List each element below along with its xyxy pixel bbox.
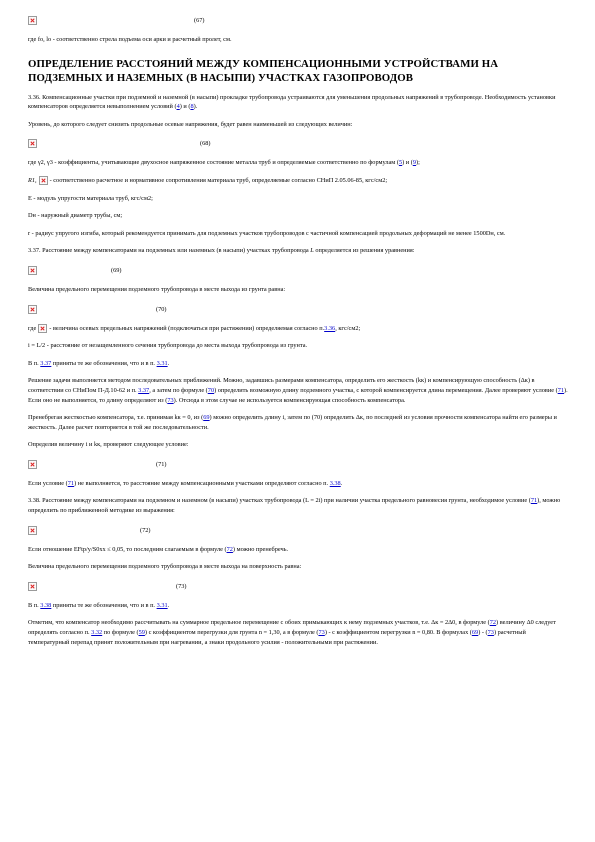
link-formula-69[interactable]: 69 bbox=[471, 629, 479, 637]
equation-67 bbox=[28, 14, 568, 30]
paragraph-3-36: 3.36. Компенсационные участки при подземной и наземной (в насыпи) прокладке трубопровода устраиваются для уменьшения продольных напряжений в трубопроводе. Необходимость установки компенсаторов определяется невыполнением условий (4) и (8). bbox=[28, 93, 556, 111]
link-formula-69[interactable]: 69 bbox=[203, 414, 210, 422]
link-formula-4[interactable]: 4 bbox=[176, 103, 180, 111]
link-section-3-38[interactable]: 3.38 bbox=[329, 479, 341, 487]
equation-73 bbox=[28, 580, 568, 596]
paragraph: i = L/2 - расстояние от незащемленного сечения трубопровода до места выхода трубопровода из грунта. bbox=[28, 342, 308, 350]
link-formula-71[interactable]: 71 bbox=[530, 497, 538, 505]
link-formula-9[interactable]: 9 bbox=[412, 159, 416, 167]
paragraph: Уровень, до которого следует снизить продольные осевые напряжения, будет равен наименьшей из следующих величин: bbox=[28, 120, 353, 128]
equation-70 bbox=[28, 303, 568, 319]
link-section-3-32[interactable]: 3.32 bbox=[91, 629, 103, 637]
paragraph: В п. 3.37 приняты те же обозначения, что и в п. 3.31. bbox=[28, 359, 170, 367]
paragraph: Величина предельного перемещения подземного трубопровода в месте выхода из грунта равна: bbox=[28, 285, 286, 293]
paragraph: Пренебрегая жесткостью компенсатора, т.е. принимая kк = 0, из (69) можно определить длину i, затем по (70) определить Δк, по последней из условия прочности компенсатора найти его размеры и жесткость. Далее расчет повторяется в той же последовательности. bbox=[28, 414, 557, 431]
formula-image-icon bbox=[28, 305, 37, 314]
equation-number: (71) bbox=[156, 460, 167, 468]
link-formula-8[interactable]: 8 bbox=[190, 103, 194, 111]
equation-69 bbox=[28, 264, 568, 280]
equation-number: (68) bbox=[200, 140, 211, 148]
link-formula-73[interactable]: 73 bbox=[487, 629, 494, 637]
paragraph: Если отношение EFtp/y/S0хх ≤ 0,05, то последним слагаемым в формуле (72) можно пренебречь. bbox=[28, 545, 289, 553]
equation-68 bbox=[28, 137, 568, 153]
paragraph: Решение задачи выполняется методом последовательных приближений. Можно, задавшись размерами компенсатора, определить его жесткость (kк) и компенсирующую способность (Δк) в соответствии со СНиПом П-Д.10-62 и п. 3.37, а затем по формуле (70) определить возможную длину подземного участка, с которой компенсируется длина перемещения. Далее проверяют условие (71). Если оно не выполняется, то длину определяют из (73). Отсюда в этом случае не используется компенсирующая способность компенсатора. bbox=[28, 377, 568, 404]
equation-number: (67) bbox=[194, 17, 205, 24]
paragraph: R1, - соответственно расчетное и нормативное сопротивления материала труб, определяемые согласно СНиП 2.05.06-85, кгс/см2; bbox=[28, 176, 388, 184]
formula-image-icon bbox=[28, 266, 37, 275]
section-heading: ОПРЕДЕЛЕНИЕ РАССТОЯНИЙ МЕЖДУ КОМПЕНСАЦИОННЫМИ УСТРОЙСТВАМИ НА ПОДЗЕМНЫХ И НАЗЕМНЫХ (В НАСЫПИ) УЧАСТКАХ ГАЗОПРОВОДОВ bbox=[28, 57, 499, 84]
paragraph: где γ2, γ3 - коэффициенты, учитывающие двухосное напряженное состояние металла труб и определяемые соответственно по формулам (5) и (9); bbox=[28, 159, 420, 167]
paragraph: Dн - наружный диаметр трубы, см; bbox=[28, 212, 123, 220]
paragraph-3-38: 3.38. Расстояние между компенсаторами на подземном и наземном (в насыпи) участках трубопровода (L = 2i) при наличии участка предельного равновесия грунта, необходимое условие (71), можно определить по приближенной методике из выражения: bbox=[28, 497, 561, 515]
formula-image-icon bbox=[28, 460, 37, 469]
paragraph: Е - модуль упругости материала труб, кгс/см2; bbox=[28, 194, 153, 202]
formula-image-icon bbox=[28, 16, 37, 25]
link-formula-73[interactable]: 73 bbox=[318, 629, 325, 637]
formula-image-icon bbox=[39, 176, 48, 185]
link-formula-72[interactable]: 72 bbox=[226, 545, 233, 553]
link-formula-71[interactable]: 71 bbox=[557, 386, 565, 394]
paragraph: Если условие (71) не выполняется, то расстояние между компенсационными участками определяют согласно п. 3.38. bbox=[28, 479, 343, 487]
equation-number: (73) bbox=[176, 582, 187, 590]
equation-number: (70) bbox=[156, 305, 167, 313]
equation-number: (69) bbox=[111, 266, 122, 274]
document-page bbox=[28, 14, 568, 647]
paragraph-3-37: 3.37. Расстояние между компенсаторами на подземных или наземных (в насыпи) участках трубопровода L определяется из решения уравнения: bbox=[28, 247, 415, 255]
link-section-3-31[interactable]: 3.31 bbox=[156, 359, 168, 367]
equation-72 bbox=[28, 524, 568, 540]
link-section-3-37[interactable]: 3.37 bbox=[40, 359, 52, 367]
link-formula-70[interactable]: 70 bbox=[207, 386, 215, 394]
link-section-3-38[interactable]: 3.38 bbox=[40, 601, 52, 609]
link-formula-71[interactable]: 71 bbox=[67, 479, 75, 487]
paragraph: Отметим, что компенсатор необходимо рассчитывать на суммарное предельное перемещение с обоих примыкающих к нему подземных участков, т.е. Δк = 2Δ0, в формуле (72) величину Δ0 следует определять согласно п. 3.32 по формуле (59) с коэффициентом перегрузки для грунта n = 1,30, а в формуле (73) - с коэффициентом перегрузки n = 0,80. В формулах (69) - (73) расчетный температурный перепад принят положительным при нагревании, а знаки продольного усилия - положительными при растяжении. bbox=[28, 619, 556, 646]
link-formula-59[interactable]: 59 bbox=[138, 629, 145, 637]
link-formula-5[interactable]: 5 bbox=[398, 159, 403, 167]
formula-image-icon bbox=[38, 324, 47, 333]
paragraph: где fо, lо - соответственно стрела подъема оси арки и расчетный пролет, см. bbox=[28, 36, 232, 43]
link-formula-72[interactable]: 72 bbox=[489, 619, 497, 627]
paragraph: Величина предельного перемещения подземного трубопровода в месте выхода на поверхность равна: bbox=[28, 563, 302, 571]
link-formula-73[interactable]: 73 bbox=[167, 396, 174, 404]
paragraph: Определив величину i и kк, проверяют следующее условие: bbox=[28, 441, 189, 449]
equation-number: (72) bbox=[140, 526, 151, 534]
formula-image-icon bbox=[28, 139, 37, 148]
formula-image-icon bbox=[28, 582, 37, 591]
paragraph: В п. 3.38 приняты те же обозначения, что и в п. 3.31. bbox=[28, 601, 170, 609]
equation-71 bbox=[28, 458, 568, 474]
formula-image-icon bbox=[28, 526, 37, 535]
paragraph: r - радиус упругого изгиба, который рекомендуется принимать для подземных участков трубопроводов с частичной компенсацией продольных деформаций не менее 1500Dн, см. bbox=[28, 229, 506, 237]
link-section-3-31[interactable]: 3.31 bbox=[156, 601, 168, 609]
paragraph: где - величина осевых предельных напряжений (подключаться при растяжении) определяемая согласно п. 3.36 , кгс/см2; bbox=[28, 324, 361, 332]
link-section-3-37[interactable]: 3.37 bbox=[138, 386, 150, 394]
link-section-3-36[interactable]: 3.36 bbox=[324, 324, 336, 332]
